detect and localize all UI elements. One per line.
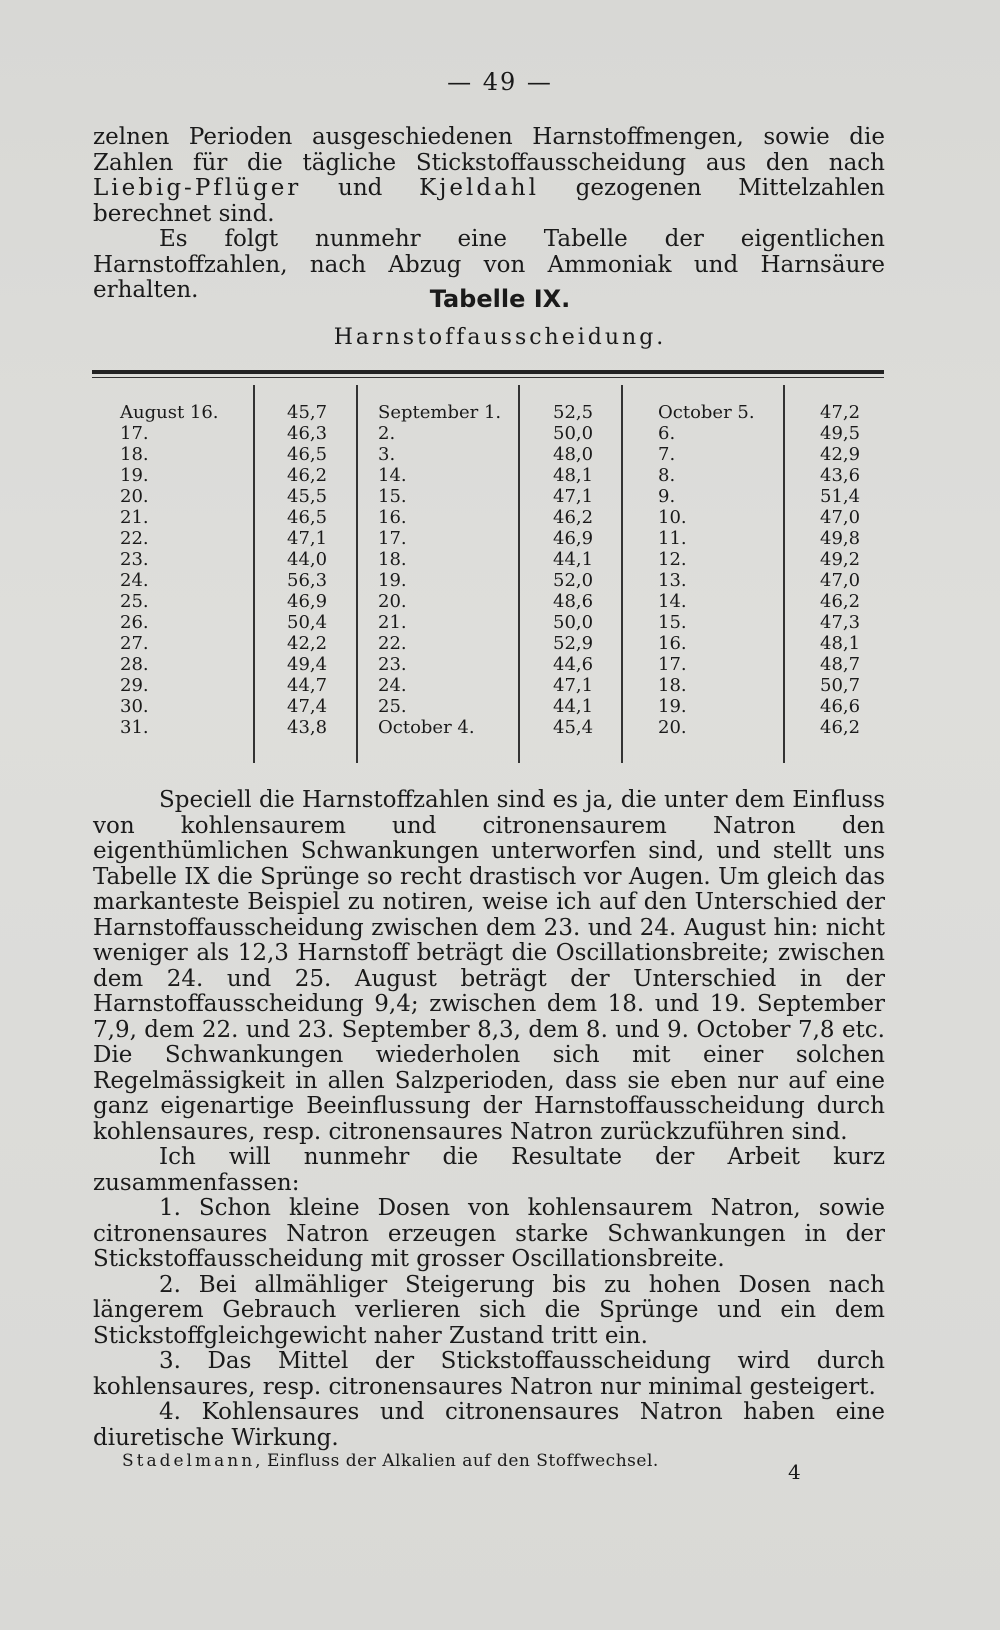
table-cell-value: 46,2 (820, 717, 861, 738)
table-cell-date: 22. (378, 633, 407, 654)
table-cell-date: 21. (120, 507, 149, 528)
table-cell-date: August 16. (120, 402, 219, 423)
table-column-dates-2 (378, 402, 518, 738)
table-top-rule (92, 370, 884, 374)
table-cell-value: 46,2 (287, 465, 328, 486)
table-cell-date: 24. (120, 570, 149, 591)
author-name-liebig: Liebig-Pflüger (93, 175, 302, 201)
table-cell-date: 9. (658, 486, 676, 507)
table-cell-value: 44,0 (287, 549, 328, 570)
author-name-kjeldahl: Kjeldahl (419, 175, 539, 201)
table-cell-value: 46,5 (287, 444, 328, 465)
footer-author: Stadelmann (122, 1451, 256, 1471)
table-cell-value: 49,2 (820, 549, 861, 570)
table-cell-date: 24. (378, 675, 407, 696)
table-cell-date: 19. (120, 465, 149, 486)
table-column-dates-3 (658, 402, 783, 738)
intro-text-part: gezogenen Mittelzahlen berechnet sind. (93, 175, 885, 227)
table-cell-value: 43,8 (287, 717, 328, 738)
table-cell-date: 14. (658, 591, 687, 612)
table-cell-date: 15. (658, 612, 687, 633)
table-cell-date: 17. (658, 654, 687, 675)
body-text (93, 788, 885, 1451)
table-cell-date: 6. (658, 423, 676, 444)
table-cell-date: 19. (378, 570, 407, 591)
table-cell-date: 30. (120, 696, 149, 717)
table-cell-date: 22. (120, 528, 149, 549)
intro-text-part: und (301, 175, 420, 201)
body-paragraph-1: Speciell die Harnstoffzahlen sind es ja, die unter dem Einfluss von kohlensaurem und citronensaurem Natron den eigenthümlichen Schwankungen unterworfen sind, und stellt uns Tabelle IX die Sprünge so recht drastisch vor Augen. Um gleich das markanteste Beispiel zu notiren, weise ich auf den Unterschied der Harnstoffausscheidung zwischen dem 23. und 24. August hin: nicht weniger als 12,3 Harnstoff beträgt die Oscillationsbreite; zwischen dem 24. und 25. August beträgt der Unterschied in der Harnstoffausscheidung 9,4; zwischen dem 18. und 19. September 7,9, dem 22. und 23. September 8,3, dem 8. und 9. October 7,8 etc. Die Schwankungen wiederholen sich mit einer solchen Regelmässigkeit in allen Salzperioden, dass sie eben nur auf eine ganz eigenartige Beeinflussung der Harnstoffausscheidung durch kohlensaures, resp. citronensaures Natron zurückzuführen sind. (93, 787, 885, 1145)
table-cell-value: 44,1 (553, 696, 594, 717)
intro-paragraph-2: Es folgt nunmehr eine Tabelle der eigentlichen Harnstoffzahlen, nach Abzug von Ammoniak und Harnsäure erhalten. (93, 226, 885, 303)
table-cell-value: 45,4 (553, 717, 594, 738)
table-divider (783, 385, 785, 763)
table-cell-date: October 4. (378, 717, 475, 738)
table-divider (518, 385, 520, 763)
page-number: — 49 — (447, 68, 553, 96)
table-subtitle: Harnstoffausscheidung. (333, 325, 667, 350)
table-cell-date: 20. (378, 591, 407, 612)
table-cell-date: 31. (120, 717, 149, 738)
table-cell-value: 44,1 (553, 549, 594, 570)
table-cell-value: 56,3 (287, 570, 328, 591)
table-cell-date: 13. (658, 570, 687, 591)
table-top-rule-thin (92, 377, 884, 378)
footer-reference (122, 1451, 659, 1471)
table-cell-value: 44,6 (553, 654, 594, 675)
table-cell-value: 47,0 (820, 570, 861, 591)
table-cell-date: 10. (658, 507, 687, 528)
table-cell-date: 3. (378, 444, 396, 465)
table-cell-date: 28. (120, 654, 149, 675)
body-paragraph-2: Ich will nunmehr die Resultate der Arbeit kurz zusammenfassen: (93, 1144, 885, 1196)
table-cell-value: 50,0 (553, 423, 594, 444)
table-cell-date: 21. (378, 612, 407, 633)
table-cell-value: 46,9 (553, 528, 594, 549)
table-cell-value: 46,6 (820, 696, 861, 717)
table-cell-date: 20. (120, 486, 149, 507)
table-cell-value: 45,7 (287, 402, 328, 423)
table-cell-value: 46,5 (287, 507, 328, 528)
table-cell-value: 50,4 (287, 612, 328, 633)
table-cell-value: 46,2 (820, 591, 861, 612)
table-divider (356, 385, 358, 763)
result-item-4: 4. Kohlensaures und citronensaures Natron haben eine diuretische Wirkung. (93, 1399, 885, 1451)
intro-text-part: zelnen Perioden ausgeschiedenen Harnstoffmengen, sowie die Zahlen für die tägliche Stickstoffausscheidung aus den nach (93, 124, 885, 176)
table-cell-date: 14. (378, 465, 407, 486)
table-cell-date: 23. (378, 654, 407, 675)
table-cell-date: 16. (658, 633, 687, 654)
table-cell-value: 48,7 (820, 654, 861, 675)
table-cell-date: 25. (378, 696, 407, 717)
table-cell-date: 8. (658, 465, 676, 486)
table-cell-date: 7. (658, 444, 676, 465)
table-cell-date: 18. (658, 675, 687, 696)
signature-mark: 4 (788, 1460, 801, 1484)
table-cell-value: 43,6 (820, 465, 861, 486)
table-cell-date: October 5. (658, 402, 755, 423)
table-cell-date: 18. (120, 444, 149, 465)
table-cell-value: 46,2 (553, 507, 594, 528)
table-cell-value: 44,7 (287, 675, 328, 696)
table-column-values-2 (553, 402, 613, 738)
table-cell-value: 48,0 (553, 444, 594, 465)
table-cell-date: 20. (658, 717, 687, 738)
table-cell-value: 45,5 (287, 486, 328, 507)
table-cell-date: 29. (120, 675, 149, 696)
table-cell-value: 46,9 (287, 591, 328, 612)
table-cell-date: 17. (120, 423, 149, 444)
table-cell-date: 27. (120, 633, 149, 654)
table-cell-date: 16. (378, 507, 407, 528)
table-cell-value: 47,2 (820, 402, 861, 423)
table-cell-date: 2. (378, 423, 396, 444)
result-item-2: 2. Bei allmähliger Steigerung bis zu hohen Dosen nach längerem Gebrauch verlieren sich die Sprünge und ein dem Stickstoffgleichgewicht naher Zustand tritt ein. (93, 1271, 885, 1349)
table-cell-value: 47,4 (287, 696, 328, 717)
table-cell-date: 26. (120, 612, 149, 633)
footer-title: , Einfluss der Alkalien auf den Stoffwechsel. (255, 1451, 659, 1471)
table-cell-date: 25. (120, 591, 149, 612)
table-cell-value: 49,8 (820, 528, 861, 549)
table-column-values-1 (287, 402, 347, 738)
table-cell-date: 19. (658, 696, 687, 717)
table-cell-value: 52,9 (553, 633, 594, 654)
table-cell-value: 47,1 (287, 528, 328, 549)
table-cell-value: 48,6 (553, 591, 594, 612)
intro-paragraph-1 (93, 125, 885, 227)
table-cell-value: 47,1 (553, 486, 594, 507)
table-cell-value: 42,2 (287, 633, 328, 654)
table-column-dates-1 (120, 402, 250, 738)
table-cell-date: 15. (378, 486, 407, 507)
table-cell-date: 18. (378, 549, 407, 570)
table-cell-value: 49,4 (287, 654, 328, 675)
result-item-3: 3. Das Mittel der Stickstoffausscheidung wird durch kohlensaures, resp. citronensaures Natron nur minimal gesteigert. (93, 1348, 885, 1400)
table-cell-date: 17. (378, 528, 407, 549)
table-divider (253, 385, 255, 763)
result-item-1: 1. Schon kleine Dosen von kohlensaurem Natron, sowie citronensaures Natron erzeugen starke Schwankungen in der Stickstoffausscheidung mit grosser Oscillationsbreite. (93, 1195, 885, 1272)
table-cell-value: 52,5 (553, 402, 594, 423)
table-cell-value: 42,9 (820, 444, 861, 465)
table-cell-value: 48,1 (553, 465, 594, 486)
table-cell-date: September 1. (378, 402, 502, 423)
table-cell-date: 12. (658, 549, 687, 570)
table-divider (621, 385, 623, 763)
table-cell-date: 11. (658, 528, 687, 549)
table-column-values-3 (820, 402, 880, 738)
table-title: Tabelle IX. (429, 285, 571, 313)
table-cell-value: 50,7 (820, 675, 861, 696)
table-cell-date: 23. (120, 549, 149, 570)
table-cell-value: 51,4 (820, 486, 861, 507)
table-cell-value: 50,0 (553, 612, 594, 633)
table-cell-value: 47,3 (820, 612, 861, 633)
intro-text (93, 125, 885, 304)
table-cell-value: 47,1 (553, 675, 594, 696)
table-cell-value: 52,0 (553, 570, 594, 591)
table-cell-value: 49,5 (820, 423, 861, 444)
table-cell-value: 46,3 (287, 423, 328, 444)
table-cell-value: 48,1 (820, 633, 861, 654)
table-cell-value: 47,0 (820, 507, 861, 528)
